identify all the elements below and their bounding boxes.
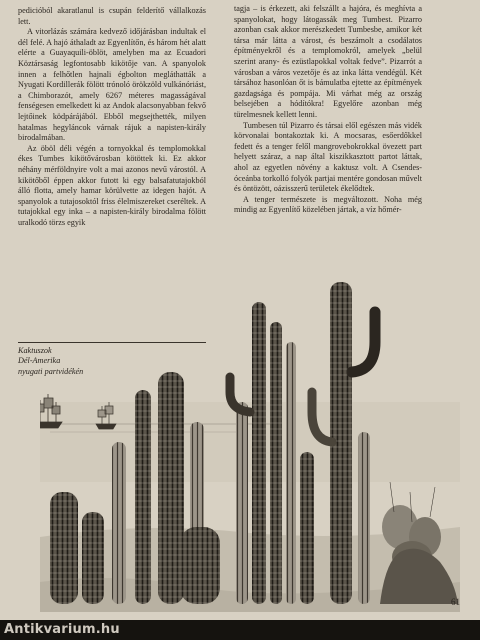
caption-line: nyugati partvidékén — [18, 366, 84, 376]
paragraph: tagja – is érkezett, aki felszállt a hajóra, és meghívta a spanyolokat, hogy látogassák meg Tumbest. Pizarro azonban csak akkor merészkedett Tumbesbe, amikor két társa már látta a várost, és beszámolt a csodálatos építményekről és a templomokról, amelyek „belül szerint arany- és ezüstlapokkal voltak fedve”. Pizarrót a városban a város vezetője és az inka látta vendégül. Két társához hasonlóan őt is bámulatba ejtette az építmények gazdagsága és pompája. Mi várhat még az ország belsejében a hódítókra! Egyelőre azonban még türelmesnek kellett lenni. — [234, 4, 422, 119]
caption-line: Dél-Amerika — [18, 356, 61, 366]
watermark-text: Antikvarium.hu — [4, 622, 120, 637]
text-column-left — [18, 6, 206, 228]
paragraph: Az öböl déli végén a tornyokkal és templomokkal ékes Tumbes kikötővárosban kötöttek ki. Ez akkor néhány mérföldnyire volt a mai azonos nevű várostól. A kikötőből éppen akkor futott ki egy balsafatutajokból álló flotta, amely hamar körülvette az idegen hajót. A spanyolok a tutajosoktól friss élelmiszereket cseréltek. A tutajokkal egy inka – a napisten-király birodalma fölött uralkodó törzs egyik — [18, 143, 206, 227]
watermark-bar — [0, 620, 480, 640]
caption-line: Kaktuszok — [18, 346, 52, 355]
paragraph: A vitorlázás számára kedvező időjárásban indultak el dél felé. A hajó áthaladt az Egyenlítőn, és három hét alatt elérte a Guayaquili-öblöt, amelyben ma az Ecuadori Köztársaság legfontosabb kikötője van. A spanyolok innen a felhőtlen hajnali égbolton megláthatták a Nyugati Kordillerák fölött trónoló örökzöld vulkánóriást, a Chimborazót, amely 6267 méteres magasságával fenségesen emelkedett ki az Andok alacsonyabban fekvő lejtőinek ködpárájából. Ebből megsejthették, milyen hatalmas hegyláncok várnak rájuk a napisten-király birodalmában. — [18, 27, 206, 143]
paragraph: Tumbesen túl Pizarro és társai elől egészen más vidék körvonalai bontakoztak ki. A mocsaras, esőerdőkkel fedett és a tenger felől mangrovebokrokkal övezett part helyett száraz, a nap által kiszikkasztott partot láttak, ahol az egyetlen növény a kaktusz volt. A Csendes-óceánba torkolló folyók partjai mentére gondosan művelt és öntözött, oázisszerű területek ékelődtek. — [234, 120, 422, 194]
page-number: 61 — [451, 597, 460, 607]
text-column-right — [234, 4, 422, 216]
cactus-illustration — [40, 282, 460, 612]
paragraph: A tenger természete is megváltozott. Noha még mindig az Egyenlítő közelében jártak, a víz hőmér- — [234, 194, 422, 215]
paragraph: pedicióból akaratlanul is csupán felderítő vállalkozás lett. — [18, 6, 206, 26]
